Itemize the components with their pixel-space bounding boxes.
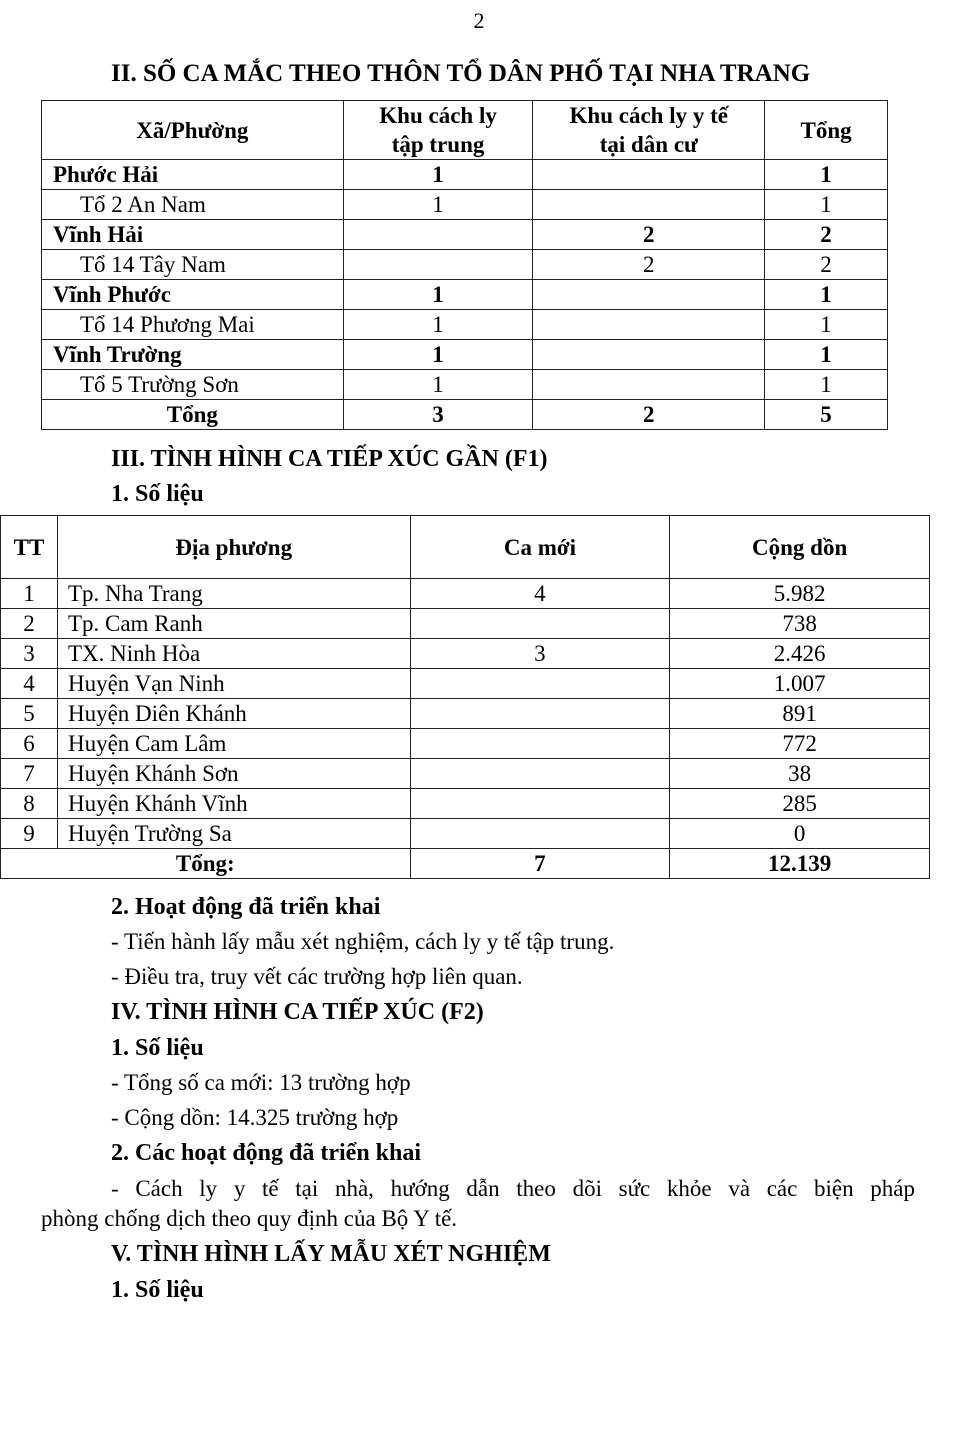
cumulative: 772 — [670, 729, 930, 759]
new-cases — [410, 729, 670, 759]
centralized-count: 1 — [343, 370, 533, 400]
header-locality: Địa phương — [57, 516, 410, 579]
table-row — [1, 639, 930, 669]
cumulative: 2.426 — [670, 639, 930, 669]
row-total: 1 — [765, 160, 888, 190]
row-total: 1 — [765, 310, 888, 340]
locality-name: Huyện Khánh Sơn — [57, 759, 410, 789]
locality-name: Tp. Cam Ranh — [57, 609, 410, 639]
header-line: Khu cách ly — [379, 103, 497, 128]
residential-count: 2 — [533, 250, 765, 280]
total-centralized: 3 — [343, 400, 533, 430]
table-row — [1, 819, 930, 849]
table-row — [42, 250, 888, 280]
activity-item: - Điều tra, truy vết các trường hợp liên quan. — [111, 964, 523, 989]
cumulative: 738 — [670, 609, 930, 639]
ward-name: Vĩnh Hải — [42, 220, 344, 250]
residential-count — [533, 190, 765, 220]
row-index: 6 — [1, 729, 58, 759]
residential-count — [533, 280, 765, 310]
total-label: Tổng: — [1, 849, 411, 879]
section-4-subheading-data: 1. Số liệu — [111, 1035, 204, 1061]
activity-item: - Tiến hành lấy mẫu xét nghiệm, cách ly y tế tập trung. — [111, 929, 615, 954]
section-3-title: III. TÌNH HÌNH CA TIẾP XÚC GẦN (F1) — [111, 446, 548, 472]
new-cases — [410, 699, 670, 729]
ward-name: Vĩnh Trường — [42, 340, 344, 370]
table-row — [42, 220, 888, 250]
ward-name: Vĩnh Phước — [42, 280, 344, 310]
table-total-row — [1, 849, 930, 879]
centralized-count: 1 — [343, 160, 533, 190]
table-row — [42, 190, 888, 220]
row-index: 1 — [1, 579, 58, 609]
locality-name: Huyện Diên Khánh — [57, 699, 410, 729]
table-row — [42, 280, 888, 310]
row-index: 5 — [1, 699, 58, 729]
new-cases — [410, 609, 670, 639]
locality-name: Huyện Khánh Vĩnh — [57, 789, 410, 819]
table-row — [1, 609, 930, 639]
cumulative: 891 — [670, 699, 930, 729]
table-row — [42, 370, 888, 400]
cumulative: 5.982 — [670, 579, 930, 609]
group-name: Tổ 2 An Nam — [42, 190, 344, 220]
section-2-title: II. SỐ CA MẮC THEO THÔN TỔ DÂN PHỐ TẠI NHA TRANG — [111, 60, 811, 87]
row-index: 4 — [1, 669, 58, 699]
row-total: 1 — [765, 190, 888, 220]
row-total: 1 — [765, 370, 888, 400]
table-row — [1, 789, 930, 819]
cumulative: 38 — [670, 759, 930, 789]
group-name: Tổ 14 Phương Mai — [42, 310, 344, 340]
centralized-count: 1 — [343, 280, 533, 310]
table-header-row — [1, 516, 930, 579]
header-line: Khu cách ly y tế — [569, 103, 728, 128]
grand-total: 5 — [765, 400, 888, 430]
new-cases — [410, 669, 670, 699]
table-total-row — [42, 400, 888, 430]
row-index: 8 — [1, 789, 58, 819]
f2-stat: - Tổng số ca mới: 13 trường hợp — [111, 1070, 411, 1095]
table-row — [42, 340, 888, 370]
row-index: 7 — [1, 759, 58, 789]
total-new-cases: 7 — [410, 849, 670, 879]
table-row — [1, 699, 930, 729]
total-cumulative: 12.139 — [670, 849, 930, 879]
ward-name: Phước Hải — [42, 160, 344, 190]
header-line: tập trung — [391, 132, 485, 157]
centralized-count — [343, 250, 533, 280]
locality-name: Huyện Vạn Ninh — [57, 669, 410, 699]
f2-activity-line-1: - Cách ly y tế tại nhà, hướng dẫn theo dõi sức khỏe và các biện pháp — [111, 1176, 915, 1201]
locality-name: Tp. Nha Trang — [57, 579, 410, 609]
header-new-cases: Ca mới — [410, 516, 670, 579]
header-line: tại dân cư — [599, 132, 698, 157]
page-number: 2 — [473, 8, 485, 33]
new-cases — [410, 819, 670, 849]
locality-name: TX. Ninh Hòa — [57, 639, 410, 669]
row-index: 3 — [1, 639, 58, 669]
cumulative: 285 — [670, 789, 930, 819]
new-cases — [410, 759, 670, 789]
f1-contacts-table — [0, 515, 930, 879]
row-total: 2 — [765, 250, 888, 280]
total-label: Tổng — [42, 400, 344, 430]
cumulative: 1.007 — [670, 669, 930, 699]
f2-stat: - Cộng dồn: 14.325 trường hợp — [111, 1105, 399, 1130]
locality-name: Huyện Cam Lâm — [57, 729, 410, 759]
group-name: Tổ 5 Trường Sơn — [42, 370, 344, 400]
row-total: 1 — [765, 340, 888, 370]
table-row — [42, 310, 888, 340]
table-header-row — [42, 101, 888, 160]
new-cases: 3 — [410, 639, 670, 669]
header-residential-quarantine — [533, 101, 765, 160]
section-3-subheading-activities: 2. Hoạt động đã triển khai — [111, 894, 381, 920]
residential-count — [533, 310, 765, 340]
f2-activity-line-2: phòng chống dịch theo quy định của Bộ Y tế. — [41, 1206, 458, 1231]
centralized-count: 1 — [343, 310, 533, 340]
header-ward: Xã/Phường — [42, 101, 344, 160]
section-5-subheading-data: 1. Số liệu — [111, 1277, 204, 1303]
section-5-title: V. TÌNH HÌNH LẤY MẪU XÉT NGHIỆM — [111, 1241, 551, 1267]
group-name: Tổ 14 Tây Nam — [42, 250, 344, 280]
header-total: Tổng — [765, 101, 888, 160]
residential-count — [533, 160, 765, 190]
section-3-subheading-data: 1. Số liệu — [111, 481, 204, 507]
residential-count: 2 — [533, 220, 765, 250]
cumulative: 0 — [670, 819, 930, 849]
locality-name: Huyện Trường Sa — [57, 819, 410, 849]
total-residential: 2 — [533, 400, 765, 430]
row-total: 1 — [765, 280, 888, 310]
residential-count — [533, 370, 765, 400]
table-row — [42, 160, 888, 190]
section-4-title: IV. TÌNH HÌNH CA TIẾP XÚC (F2) — [111, 999, 484, 1025]
new-cases: 4 — [410, 579, 670, 609]
new-cases — [410, 789, 670, 819]
table-row — [1, 759, 930, 789]
row-index: 9 — [1, 819, 58, 849]
table-row — [1, 669, 930, 699]
table-row — [1, 579, 930, 609]
row-total: 2 — [765, 220, 888, 250]
header-tt: TT — [1, 516, 58, 579]
row-index: 2 — [1, 609, 58, 639]
cases-by-ward-table — [41, 100, 888, 430]
header-centralized-quarantine — [343, 101, 533, 160]
residential-count — [533, 340, 765, 370]
header-cumulative: Cộng dồn — [670, 516, 930, 579]
table-row — [1, 729, 930, 759]
centralized-count — [343, 220, 533, 250]
centralized-count: 1 — [343, 190, 533, 220]
section-4-subheading-activities: 2. Các hoạt động đã triển khai — [111, 1140, 422, 1166]
centralized-count: 1 — [343, 340, 533, 370]
